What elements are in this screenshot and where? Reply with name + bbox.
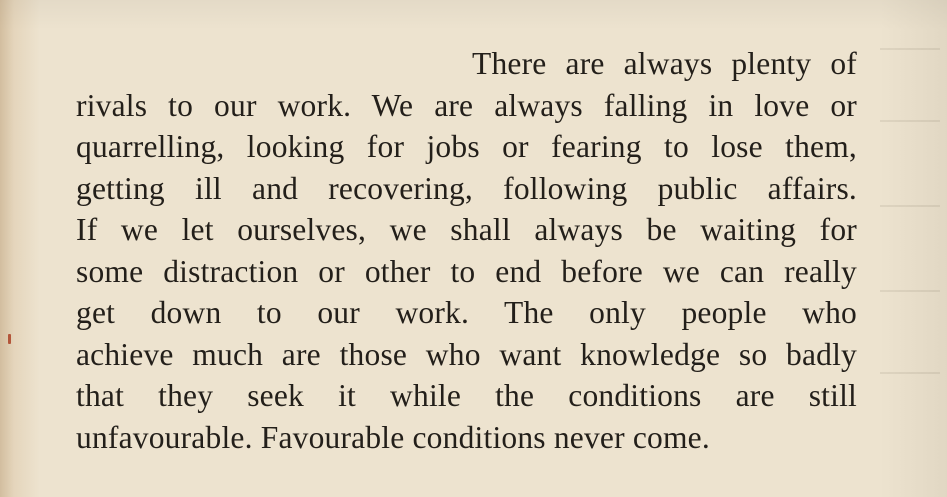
passage-line: getting ill and recovering, following public affairs.	[76, 170, 857, 206]
bleed-through-line	[880, 372, 940, 374]
passage-line: some distraction or other to end before we can really	[76, 253, 857, 289]
bleed-through-line	[880, 205, 940, 207]
passage-line: rivals to our work. We are always falling in love or	[76, 87, 857, 123]
passage-line: unfavourable. Favourable conditions never come.	[76, 419, 710, 455]
passage-line: achieve much are those who want knowledge so badly	[76, 336, 857, 372]
margin-mark	[8, 334, 11, 344]
passage-line: quarrelling, looking for jobs or fearing to lose them,	[76, 129, 857, 164]
passage-line: If we let ourselves, we shall always be waiting for	[76, 212, 857, 247]
bleed-through-line	[880, 290, 940, 292]
passage-line: that they seek it while the conditions are still	[76, 378, 857, 413]
bleed-through-line	[880, 48, 940, 50]
bleed-through-line	[880, 120, 940, 122]
passage-line: get down to our work. The only people who	[76, 295, 857, 330]
passage-line: There are always plenty of	[472, 46, 857, 81]
passage-paragraph	[76, 43, 857, 458]
